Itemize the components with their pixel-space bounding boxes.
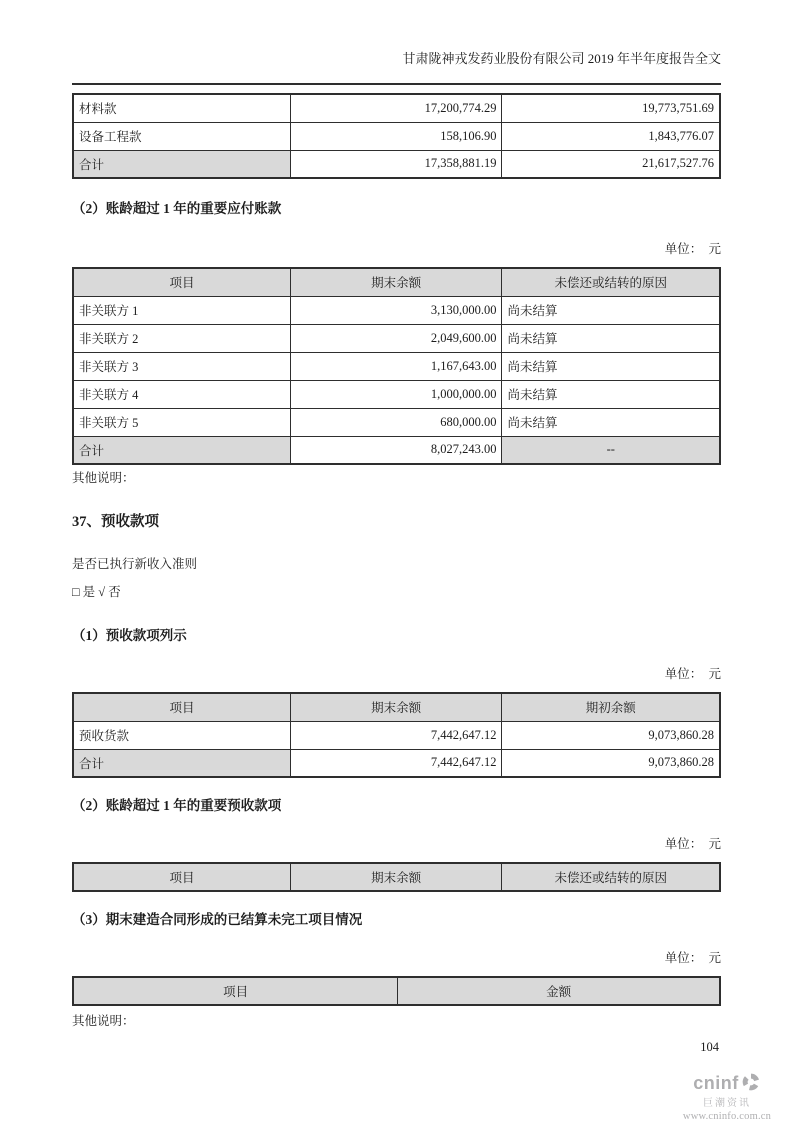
cell-item: 非关联方 2 [73, 324, 290, 352]
cell-ending-balance: 17,200,774.29 [290, 94, 502, 122]
cninfo-logo [667, 1072, 787, 1122]
advances-aged-table [72, 862, 721, 892]
cell-total-label: 合计 [73, 436, 290, 464]
table-row [73, 122, 720, 150]
cell-beginning-balance: 1,843,776.07 [502, 122, 720, 150]
unit-label: 单位： 元 [664, 951, 721, 965]
cell-beginning-balance: 21,617,527.76 [502, 150, 720, 178]
cell-beginning-balance: 19,773,751.69 [502, 94, 720, 122]
cninfo-chinese-name: 巨潮资讯 [703, 1097, 751, 1109]
cninfo-brand-text: cninf [693, 1073, 739, 1094]
column-header-item: 项目 [73, 977, 398, 1005]
table-row [73, 94, 720, 122]
table-row [73, 324, 720, 352]
other-notes-label: 其他说明： [72, 1014, 135, 1028]
cell-total-label: 合计 [73, 749, 290, 777]
cell-reason-dash: -- [502, 436, 720, 464]
table-total-row [73, 436, 720, 464]
unit-label: 单位： 元 [664, 837, 721, 851]
cninfo-url: www.cninfo.com.cn [682, 1110, 772, 1122]
cell-item: 材料款 [73, 94, 290, 122]
table-header-row [73, 863, 720, 891]
cell-ending-balance: 680,000.00 [290, 408, 502, 436]
section-heading-advances-list: （1）预收款项列示 [72, 628, 187, 643]
cell-ending-balance: 158,106.90 [290, 122, 502, 150]
table-header-row [73, 268, 720, 296]
table-header-row [73, 693, 720, 721]
table-row [73, 408, 720, 436]
cell-ending-balance: 1,000,000.00 [290, 380, 502, 408]
cell-beginning-balance: 9,073,860.28 [502, 721, 720, 749]
new-revenue-standard-question: 是否已执行新收入准则 [72, 557, 198, 571]
cell-item: 非关联方 1 [73, 296, 290, 324]
cell-ending-balance: 17,358,881.19 [290, 150, 502, 178]
table-row [73, 380, 720, 408]
cell-ending-balance: 7,442,647.12 [290, 749, 502, 777]
payables-aged-table [72, 267, 721, 465]
new-revenue-standard-answer: □ 是 √ 否 [72, 585, 121, 599]
cninfo-logo-icon [741, 1072, 761, 1097]
table-row [73, 721, 720, 749]
column-header-ending-balance: 期末余额 [290, 693, 502, 721]
table-header-row [73, 977, 720, 1005]
section-heading-advances-aged: （2）账龄超过 1 年的重要预收款项 [72, 798, 282, 813]
cell-reason: 尚未结算 [502, 296, 720, 324]
construction-table [72, 976, 721, 1006]
cell-total-label: 合计 [73, 150, 290, 178]
cell-reason: 尚未结算 [502, 352, 720, 380]
cell-ending-balance: 8,027,243.00 [290, 436, 502, 464]
cell-item: 非关联方 5 [73, 408, 290, 436]
page-number: 104 [700, 1040, 719, 1054]
cell-ending-balance: 7,442,647.12 [290, 721, 502, 749]
cell-reason: 尚未结算 [502, 408, 720, 436]
cell-reason: 尚未结算 [502, 324, 720, 352]
other-notes-label: 其他说明： [72, 471, 135, 485]
cell-beginning-balance: 9,073,860.28 [502, 749, 720, 777]
report-header-title: 甘肃陇神戎发药业股份有限公司 2019 年半年度报告全文 [72, 0, 721, 85]
cell-item: 预收货款 [73, 721, 290, 749]
cell-reason: 尚未结算 [502, 380, 720, 408]
column-header-ending-balance: 期末余额 [290, 863, 502, 891]
unit-label: 单位： 元 [664, 242, 721, 256]
cell-ending-balance: 2,049,600.00 [290, 324, 502, 352]
cell-item: 非关联方 4 [73, 380, 290, 408]
cell-ending-balance: 1,167,643.00 [290, 352, 502, 380]
column-header-item: 项目 [73, 863, 290, 891]
cell-item: 非关联方 3 [73, 352, 290, 380]
table-row [73, 352, 720, 380]
column-header-item: 项目 [73, 268, 290, 296]
cell-ending-balance: 3,130,000.00 [290, 296, 502, 324]
column-header-reason: 未偿还或结转的原因 [502, 268, 720, 296]
column-header-ending-balance: 期末余额 [290, 268, 502, 296]
section-heading-advances: 37、预收款项 [72, 514, 159, 530]
advances-list-table [72, 692, 721, 778]
table-row [73, 296, 720, 324]
section-heading-construction: （3）期末建造合同形成的已结算未完工项目情况 [72, 912, 363, 927]
column-header-reason: 未偿还或结转的原因 [502, 863, 720, 891]
cell-item: 设备工程款 [73, 122, 290, 150]
table-total-row [73, 749, 720, 777]
section-heading-payables-aged: （2）账龄超过 1 年的重要应付账款 [72, 201, 282, 216]
column-header-beginning-balance: 期初余额 [502, 693, 720, 721]
column-header-amount: 金额 [398, 977, 720, 1005]
table-total-row [73, 150, 720, 178]
payables-detail-table [72, 93, 721, 179]
column-header-item: 项目 [73, 693, 290, 721]
unit-label: 单位： 元 [664, 667, 721, 681]
